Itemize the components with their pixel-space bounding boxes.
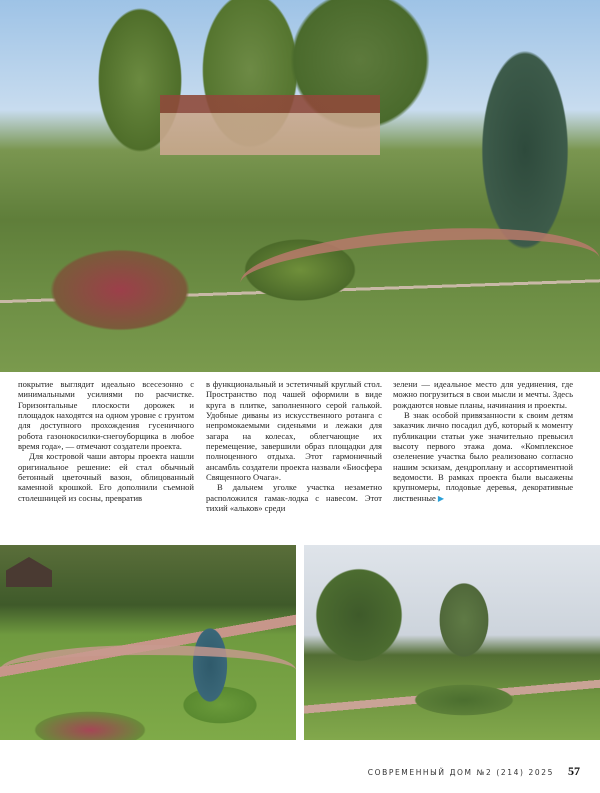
paragraph: в функциональный и эстетичный круглый стол. Пространство под чашей оформили в виде круга в плитке, заполненного серой галькой. Удобные диваны из искусственного ротанга с непромокаемыми сиденьями и лежаки для загара на колесах, облегчающие их перемещение, завершили образ площадки для полноценного отдыха. Этот гармоничный ансамбль создатели проекта назвали «Биосфера Священного Очага». <box>206 379 382 483</box>
article-column-2 <box>206 379 382 513</box>
garden-photo-lawn-path <box>0 545 296 740</box>
paragraph: Для костровой чаши авторы проекта нашли оригинальное решение: ей стал обычный бетонный цветочный вазон, облицованный каменной крошкой. Его дополнили съемной столешницей из сосны, превратив <box>18 451 194 503</box>
garden-photo-main <box>0 0 600 372</box>
paragraph: зелени — идеальное место для уединения, где можно погрузиться в свои мысли и мечты. Здесь рождаются новые планы, начинания и проекты. <box>393 379 573 410</box>
paragraph: В дальнем уголке участка незаметно расположился гамак-лодка с навесом. Этот тихий «альков» среди <box>206 482 382 514</box>
magazine-title: СОВРЕМЕННЫЙ ДОМ №2 (214) 2025 <box>367 768 554 777</box>
page-number: 57 <box>568 764 580 778</box>
continue-arrow-icon: ▶ <box>437 493 444 503</box>
paragraph <box>393 410 573 504</box>
article-column-1 <box>18 379 194 503</box>
paragraph: покрытие выглядит идеально всесезонно с минимальными усилиями по расчистке. Горизонтальные плоскости дорожек и площадок находятся на одном уровне с грунтом для доступного прохождения гусеничного робота газонокосилки-снегоуборщика в любое время года», — отмечают создатели проекта. <box>18 379 194 452</box>
article-column-3 <box>393 379 573 504</box>
garden-photo-trees <box>304 545 600 740</box>
page-footer <box>368 764 580 779</box>
paragraph-text: В знак особой привязанности к своим детям заказчик лично посадил дуб, который к моменту публикации статьи уже значительно превысил высоту первого этажа дома. «Комплексное озеленение участка было реализовано согласно нашим эскизам, дендроплану и ассортиментной ведомости. В рамках проекта были высажены крупномеры, плодовые деревья, декоративные лиственные <box>393 410 573 503</box>
